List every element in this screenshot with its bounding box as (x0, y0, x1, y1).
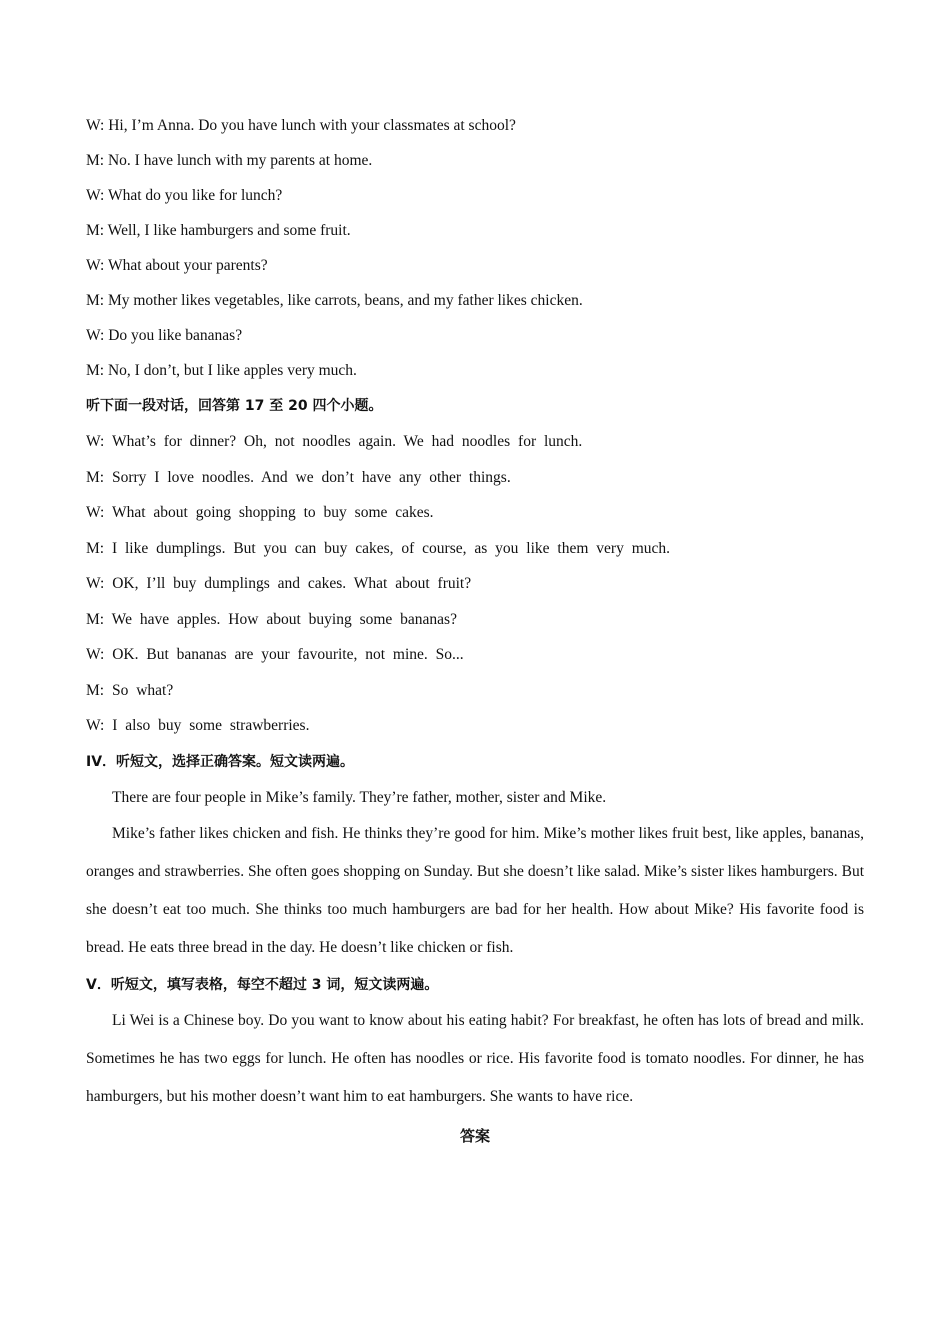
dialogue-line: W: What’s for dinner? Oh, not noodles again. We had noodles for lunch. (86, 433, 583, 450)
dialogue-line: W: OK. But bananas are your favourite, not mine. So... (86, 646, 464, 663)
dialogue-line: M: Well, I like hamburgers and some fruit. (86, 222, 351, 239)
dialogue-line: M: So what? (86, 681, 174, 699)
dialogue-line: W: Do you like bananas? (86, 327, 243, 344)
dialogue-line: M: My mother likes vegetables, like carrots, beans, and my father likes chicken. (86, 292, 583, 309)
dialogue-1 (86, 116, 864, 396)
dialogue-line: M: I like dumplings. But you can buy cakes, of course, as you like them very much. (86, 539, 671, 557)
dialogue-line: W: What do you like for lunch? (86, 187, 283, 204)
dialogue-line: M: Sorry I love noodles. And we don’t have any other things. (86, 468, 511, 486)
passage-v-paragraph: Li Wei is a Chinese boy. Do you want to know about his eating habit? For breakfast, he often has lots of bread and milk. Sometimes he has two eggs for lunch. He often has noodles or rice. His favorite food is tomato noodles. For dinner, he has hamburgers, but his mother doesn’t want him to eat hamburgers. She wants to have rice. (86, 1011, 864, 1105)
dialogue-line: W: What about your parents? (86, 257, 268, 274)
dialogue-line: W: OK, I’ll buy dumplings and cakes. What about fruit? (86, 575, 472, 592)
section-heading-iv: IV．听短文，选择正确答案。短文读两遍。 (86, 753, 355, 770)
document-page (86, 116, 864, 1161)
dialogue-line: W: Hi, I’m Anna. Do you have lunch with your classmates at school? (86, 117, 516, 134)
dialogue-line: M: No. I have lunch with my parents at home. (86, 152, 373, 169)
section-heading-v: V．听短文，填写表格，每空不超过 3 词，短文读两遍。 (86, 976, 439, 993)
passage-iv-first-line: There are four people in Mike’s family. They’re father, mother, sister and Mike. (112, 788, 607, 806)
dialogue-line: W: I also buy some strawberries. (86, 717, 310, 734)
dialogue-line: W: What about going shopping to buy some cakes. (86, 504, 434, 521)
dialogue-line: M: We have apples. How about buying some bananas? (86, 610, 457, 628)
passage-iv-paragraph: Mike’s father likes chicken and fish. He thinks they’re good for him. Mike’s mother likes fruit best, like apples, bananas, oranges and strawberries. She often goes shopping on Sunday. But she doesn’t like salad. Mike’s sister likes hamburgers. But she doesn’t eat too much. She thinks too much hamburgers are bad for her health. How about Mike? His favorite food is bread. He eats three bread in the day. He doesn’t like chicken or fish. (86, 824, 864, 956)
answer-label: 答案 (459, 1126, 490, 1145)
dialogue-line: M: No, I don’t, but I like apples very much. (86, 362, 357, 379)
dialogue-2 (86, 432, 864, 752)
section-heading-17-20: 听下面一段对话，回答第 17 至 20 四个小题。 (86, 398, 383, 414)
